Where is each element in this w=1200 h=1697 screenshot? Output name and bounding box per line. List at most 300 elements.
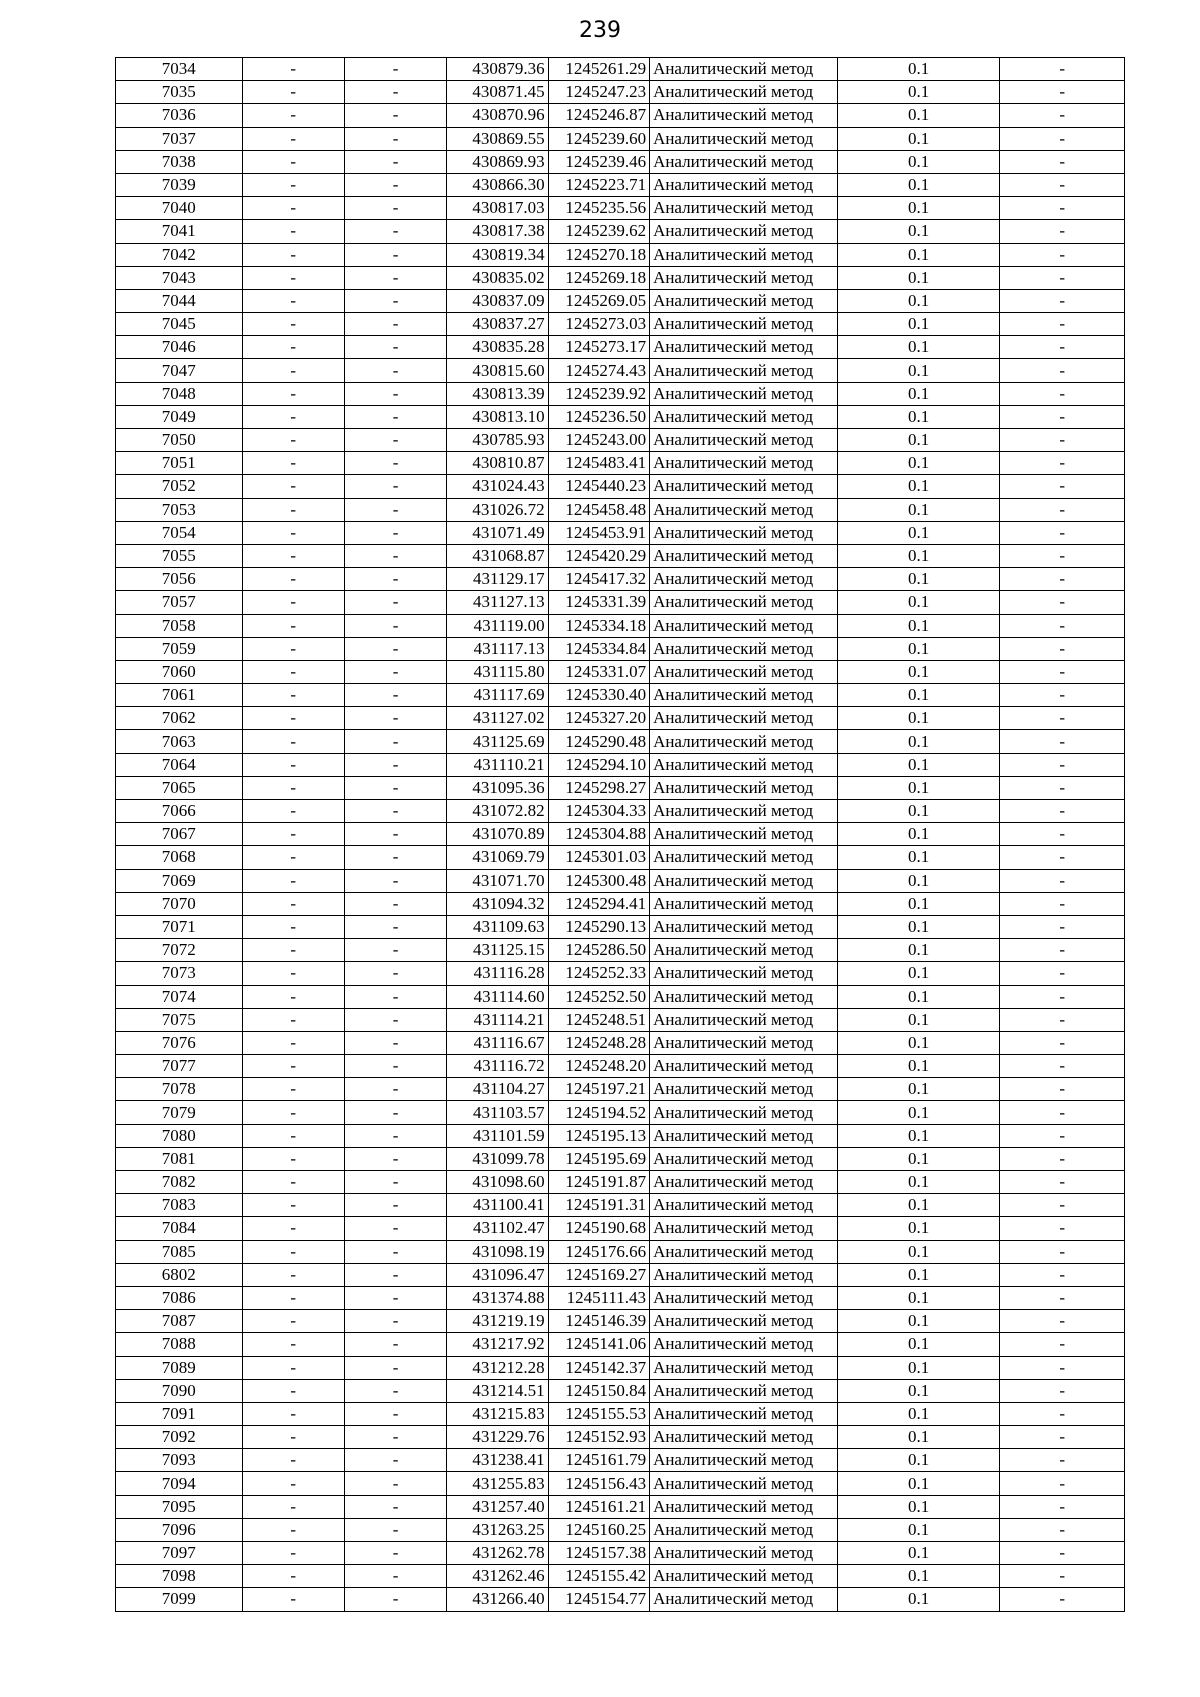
accuracy-cell: 0.1 [837,730,1000,753]
dash-cell: - [344,81,446,104]
accuracy-cell: 0.1 [837,1518,1000,1541]
dash-cell: - [242,800,344,823]
method-cell: Аналитический метод [650,1495,838,1518]
table-row [116,521,1125,544]
table-row [116,359,1125,382]
accuracy-cell: 0.1 [837,985,1000,1008]
method-cell: Аналитический метод [650,637,838,660]
method-cell: Аналитический метод [650,429,838,452]
accuracy-cell: 0.1 [837,1379,1000,1402]
x-coordinate-cell: 431102.47 [447,1217,548,1240]
point-id-cell: 7099 [116,1588,243,1611]
accuracy-cell: 0.1 [837,1217,1000,1240]
table-row [116,266,1125,289]
y-coordinate-cell: 1245223.71 [548,173,649,196]
point-id-cell: 7082 [116,1171,243,1194]
dash-cell: - [1000,1402,1125,1425]
x-coordinate-cell: 431099.78 [447,1147,548,1170]
dash-cell: - [242,498,344,521]
y-coordinate-cell: 1245239.92 [548,382,649,405]
point-id-cell: 7058 [116,614,243,637]
dash-cell: - [1000,220,1125,243]
accuracy-cell: 0.1 [837,1542,1000,1565]
accuracy-cell: 0.1 [837,1472,1000,1495]
point-id-cell: 7041 [116,220,243,243]
dash-cell: - [344,1495,446,1518]
point-id-cell: 7060 [116,660,243,683]
accuracy-cell: 0.1 [837,1588,1000,1611]
accuracy-cell: 0.1 [837,150,1000,173]
dash-cell: - [1000,1263,1125,1286]
dash-cell: - [242,1171,344,1194]
dash-cell: - [242,544,344,567]
table-row [116,614,1125,637]
table-row [116,58,1125,81]
point-id-cell: 7066 [116,800,243,823]
x-coordinate-cell: 431219.19 [447,1310,548,1333]
accuracy-cell: 0.1 [837,823,1000,846]
accuracy-cell: 0.1 [837,591,1000,614]
accuracy-cell: 0.1 [837,475,1000,498]
method-cell: Аналитический метод [650,1078,838,1101]
x-coordinate-cell: 431026.72 [447,498,548,521]
point-id-cell: 7044 [116,289,243,312]
y-coordinate-cell: 1245197.21 [548,1078,649,1101]
dash-cell: - [1000,1147,1125,1170]
y-coordinate-cell: 1245239.62 [548,220,649,243]
method-cell: Аналитический метод [650,58,838,81]
point-id-cell: 7068 [116,846,243,869]
dash-cell: - [344,1217,446,1240]
dash-cell: - [242,1101,344,1124]
dash-cell: - [344,313,446,336]
coordinates-table [115,57,1125,1612]
method-cell: Аналитический метод [650,660,838,683]
dash-cell: - [344,58,446,81]
x-coordinate-cell: 431116.72 [447,1055,548,1078]
x-coordinate-cell: 431101.59 [447,1124,548,1147]
dash-cell: - [242,104,344,127]
x-coordinate-cell: 431119.00 [447,614,548,637]
dash-cell: - [344,173,446,196]
dash-cell: - [344,568,446,591]
point-id-cell: 7097 [116,1542,243,1565]
dash-cell: - [1000,1565,1125,1588]
y-coordinate-cell: 1245290.48 [548,730,649,753]
dash-cell: - [242,1518,344,1541]
point-id-cell: 7054 [116,521,243,544]
dash-cell: - [344,1286,446,1309]
method-cell: Аналитический метод [650,104,838,127]
y-coordinate-cell: 1245248.28 [548,1031,649,1054]
point-id-cell: 7080 [116,1124,243,1147]
dash-cell: - [1000,591,1125,614]
dash-cell: - [1000,707,1125,730]
dash-cell: - [344,127,446,150]
accuracy-cell: 0.1 [837,429,1000,452]
method-cell: Аналитический метод [650,1263,838,1286]
method-cell: Аналитический метод [650,892,838,915]
method-cell: Аналитический метод [650,1588,838,1611]
table-row [116,1356,1125,1379]
dash-cell: - [242,58,344,81]
dash-cell: - [1000,289,1125,312]
x-coordinate-cell: 430817.03 [447,197,548,220]
accuracy-cell: 0.1 [837,1124,1000,1147]
y-coordinate-cell: 1245458.48 [548,498,649,521]
method-cell: Аналитический метод [650,1055,838,1078]
dash-cell: - [344,521,446,544]
dash-cell: - [344,150,446,173]
y-coordinate-cell: 1245301.03 [548,846,649,869]
dash-cell: - [1000,985,1125,1008]
x-coordinate-cell: 430835.28 [447,336,548,359]
point-id-cell: 7098 [116,1565,243,1588]
dash-cell: - [1000,58,1125,81]
method-cell: Аналитический метод [650,568,838,591]
x-coordinate-cell: 430835.02 [447,266,548,289]
y-coordinate-cell: 1245252.50 [548,985,649,1008]
table-row [116,1124,1125,1147]
dash-cell: - [344,197,446,220]
table-row [116,173,1125,196]
y-coordinate-cell: 1245161.21 [548,1495,649,1518]
y-coordinate-cell: 1245304.88 [548,823,649,846]
dash-cell: - [1000,150,1125,173]
table-row [116,313,1125,336]
dash-cell: - [1000,1217,1125,1240]
dash-cell: - [1000,382,1125,405]
x-coordinate-cell: 431255.83 [447,1472,548,1495]
table-row [116,1217,1125,1240]
method-cell: Аналитический метод [650,707,838,730]
y-coordinate-cell: 1245161.79 [548,1449,649,1472]
x-coordinate-cell: 431071.49 [447,521,548,544]
x-coordinate-cell: 430879.36 [447,58,548,81]
x-coordinate-cell: 431125.69 [447,730,548,753]
dash-cell: - [344,1565,446,1588]
accuracy-cell: 0.1 [837,637,1000,660]
point-id-cell: 7064 [116,753,243,776]
table-row [116,637,1125,660]
dash-cell: - [1000,892,1125,915]
table-row [116,753,1125,776]
point-id-cell: 7091 [116,1402,243,1425]
method-cell: Аналитический метод [650,985,838,1008]
table-row [116,243,1125,266]
dash-cell: - [1000,869,1125,892]
accuracy-cell: 0.1 [837,1101,1000,1124]
x-coordinate-cell: 430869.93 [447,150,548,173]
dash-cell: - [1000,1356,1125,1379]
point-id-cell: 7083 [116,1194,243,1217]
dash-cell: - [344,266,446,289]
method-cell: Аналитический метод [650,197,838,220]
point-id-cell: 7085 [116,1240,243,1263]
dash-cell: - [242,730,344,753]
dash-cell: - [344,823,446,846]
dash-cell: - [242,220,344,243]
table-row [116,475,1125,498]
dash-cell: - [1000,452,1125,475]
table-row [116,1263,1125,1286]
x-coordinate-cell: 431212.28 [447,1356,548,1379]
table-row [116,1240,1125,1263]
point-id-cell: 7047 [116,359,243,382]
dash-cell: - [242,753,344,776]
method-cell: Аналитический метод [650,1008,838,1031]
dash-cell: - [1000,1472,1125,1495]
y-coordinate-cell: 1245160.25 [548,1518,649,1541]
table-row [116,846,1125,869]
point-id-cell: 7049 [116,405,243,428]
dash-cell: - [242,197,344,220]
table-row [116,1194,1125,1217]
method-cell: Аналитический метод [650,498,838,521]
point-id-cell: 7081 [116,1147,243,1170]
x-coordinate-cell: 431229.76 [447,1426,548,1449]
accuracy-cell: 0.1 [837,962,1000,985]
x-coordinate-cell: 430813.10 [447,405,548,428]
dash-cell: - [242,1124,344,1147]
table-row [116,1333,1125,1356]
dash-cell: - [1000,660,1125,683]
dash-cell: - [1000,359,1125,382]
x-coordinate-cell: 431127.02 [447,707,548,730]
dash-cell: - [1000,568,1125,591]
table-row [116,1379,1125,1402]
dash-cell: - [344,1124,446,1147]
table-row [116,382,1125,405]
y-coordinate-cell: 1245330.40 [548,684,649,707]
table-row [116,1147,1125,1170]
accuracy-cell: 0.1 [837,81,1000,104]
accuracy-cell: 0.1 [837,1263,1000,1286]
y-coordinate-cell: 1245142.37 [548,1356,649,1379]
point-id-cell: 7056 [116,568,243,591]
accuracy-cell: 0.1 [837,104,1000,127]
dash-cell: - [242,1286,344,1309]
dash-cell: - [344,544,446,567]
method-cell: Аналитический метод [650,359,838,382]
accuracy-cell: 0.1 [837,1333,1000,1356]
dash-cell: - [242,892,344,915]
dash-cell: - [1000,405,1125,428]
accuracy-cell: 0.1 [837,568,1000,591]
dash-cell: - [242,568,344,591]
method-cell: Аналитический метод [650,1565,838,1588]
point-id-cell: 7072 [116,939,243,962]
x-coordinate-cell: 431238.41 [447,1449,548,1472]
dash-cell: - [1000,544,1125,567]
dash-cell: - [344,730,446,753]
y-coordinate-cell: 1245274.43 [548,359,649,382]
dash-cell: - [344,1310,446,1333]
table-row [116,289,1125,312]
table-row [116,104,1125,127]
dash-cell: - [1000,1101,1125,1124]
dash-cell: - [344,1008,446,1031]
dash-cell: - [1000,1286,1125,1309]
x-coordinate-cell: 431104.27 [447,1078,548,1101]
accuracy-cell: 0.1 [837,1147,1000,1170]
point-id-cell: 7053 [116,498,243,521]
dash-cell: - [242,1240,344,1263]
dash-cell: - [1000,1588,1125,1611]
accuracy-cell: 0.1 [837,660,1000,683]
page-number: 239 [579,18,621,43]
y-coordinate-cell: 1245273.03 [548,313,649,336]
y-coordinate-cell: 1245298.27 [548,776,649,799]
dash-cell: - [1000,730,1125,753]
accuracy-cell: 0.1 [837,1240,1000,1263]
y-coordinate-cell: 1245331.07 [548,660,649,683]
point-id-cell: 7059 [116,637,243,660]
x-coordinate-cell: 431069.79 [447,846,548,869]
x-coordinate-cell: 431110.21 [447,753,548,776]
accuracy-cell: 0.1 [837,753,1000,776]
y-coordinate-cell: 1245453.91 [548,521,649,544]
y-coordinate-cell: 1245154.77 [548,1588,649,1611]
table-body [116,58,1125,1612]
table-row [116,1171,1125,1194]
x-coordinate-cell: 430815.60 [447,359,548,382]
dash-cell: - [1000,637,1125,660]
x-coordinate-cell: 431214.51 [447,1379,548,1402]
accuracy-cell: 0.1 [837,1194,1000,1217]
x-coordinate-cell: 430813.39 [447,382,548,405]
method-cell: Аналитический метод [650,1426,838,1449]
dash-cell: - [344,962,446,985]
table-row [116,1101,1125,1124]
point-id-cell: 7074 [116,985,243,1008]
method-cell: Аналитический метод [650,1449,838,1472]
dash-cell: - [1000,81,1125,104]
dash-cell: - [242,313,344,336]
dash-cell: - [344,289,446,312]
accuracy-cell: 0.1 [837,1078,1000,1101]
x-coordinate-cell: 431100.41 [447,1194,548,1217]
method-cell: Аналитический метод [650,915,838,938]
point-id-cell: 7061 [116,684,243,707]
table-row [116,81,1125,104]
y-coordinate-cell: 1245331.39 [548,591,649,614]
dash-cell: - [242,962,344,985]
y-coordinate-cell: 1245155.42 [548,1565,649,1588]
accuracy-cell: 0.1 [837,1565,1000,1588]
dash-cell: - [344,892,446,915]
point-id-cell: 7046 [116,336,243,359]
dash-cell: - [344,1078,446,1101]
method-cell: Аналитический метод [650,266,838,289]
method-cell: Аналитический метод [650,1031,838,1054]
dash-cell: - [242,1495,344,1518]
y-coordinate-cell: 1245236.50 [548,405,649,428]
point-id-cell: 7035 [116,81,243,104]
method-cell: Аналитический метод [650,243,838,266]
x-coordinate-cell: 431116.28 [447,962,548,985]
x-coordinate-cell: 431109.63 [447,915,548,938]
x-coordinate-cell: 431098.60 [447,1171,548,1194]
dash-cell: - [242,475,344,498]
x-coordinate-cell: 431103.57 [447,1101,548,1124]
dash-cell: - [344,220,446,243]
dash-cell: - [1000,1008,1125,1031]
dash-cell: - [344,753,446,776]
dash-cell: - [242,1217,344,1240]
accuracy-cell: 0.1 [837,498,1000,521]
dash-cell: - [242,405,344,428]
table-row [116,1518,1125,1541]
method-cell: Аналитический метод [650,382,838,405]
dash-cell: - [242,591,344,614]
method-cell: Аналитический метод [650,1171,838,1194]
dash-cell: - [344,776,446,799]
dash-cell: - [344,915,446,938]
dash-cell: - [242,985,344,1008]
dash-cell: - [1000,243,1125,266]
dash-cell: - [242,359,344,382]
accuracy-cell: 0.1 [837,452,1000,475]
y-coordinate-cell: 1245483.41 [548,452,649,475]
dash-cell: - [344,985,446,1008]
y-coordinate-cell: 1245156.43 [548,1472,649,1495]
x-coordinate-cell: 431263.25 [447,1518,548,1541]
point-id-cell: 7034 [116,58,243,81]
x-coordinate-cell: 431098.19 [447,1240,548,1263]
dash-cell: - [344,1263,446,1286]
method-cell: Аналитический метод [650,150,838,173]
dash-cell: - [1000,498,1125,521]
point-id-cell: 7069 [116,869,243,892]
dash-cell: - [344,452,446,475]
y-coordinate-cell: 1245270.18 [548,243,649,266]
y-coordinate-cell: 1245152.93 [548,1426,649,1449]
y-coordinate-cell: 1245157.38 [548,1542,649,1565]
dash-cell: - [242,150,344,173]
table-row [116,707,1125,730]
x-coordinate-cell: 431127.13 [447,591,548,614]
method-cell: Аналитический метод [650,1542,838,1565]
dash-cell: - [1000,776,1125,799]
method-cell: Аналитический метод [650,1101,838,1124]
y-coordinate-cell: 1245195.13 [548,1124,649,1147]
x-coordinate-cell: 431114.21 [447,1008,548,1031]
x-coordinate-cell: 430866.30 [447,173,548,196]
table-row [116,127,1125,150]
x-coordinate-cell: 431095.36 [447,776,548,799]
point-id-cell: 7092 [116,1426,243,1449]
table-row [116,591,1125,614]
dash-cell: - [344,1055,446,1078]
point-id-cell: 7051 [116,452,243,475]
method-cell: Аналитический метод [650,475,838,498]
dash-cell: - [1000,475,1125,498]
dash-cell: - [242,1379,344,1402]
method-cell: Аналитический метод [650,846,838,869]
point-id-cell: 7071 [116,915,243,938]
dash-cell: - [1000,1449,1125,1472]
y-coordinate-cell: 1245334.84 [548,637,649,660]
accuracy-cell: 0.1 [837,939,1000,962]
dash-cell: - [242,429,344,452]
method-cell: Аналитический метод [650,800,838,823]
method-cell: Аналитический метод [650,939,838,962]
dash-cell: - [242,707,344,730]
x-coordinate-cell: 431217.92 [447,1333,548,1356]
dash-cell: - [344,1031,446,1054]
table-row [116,776,1125,799]
